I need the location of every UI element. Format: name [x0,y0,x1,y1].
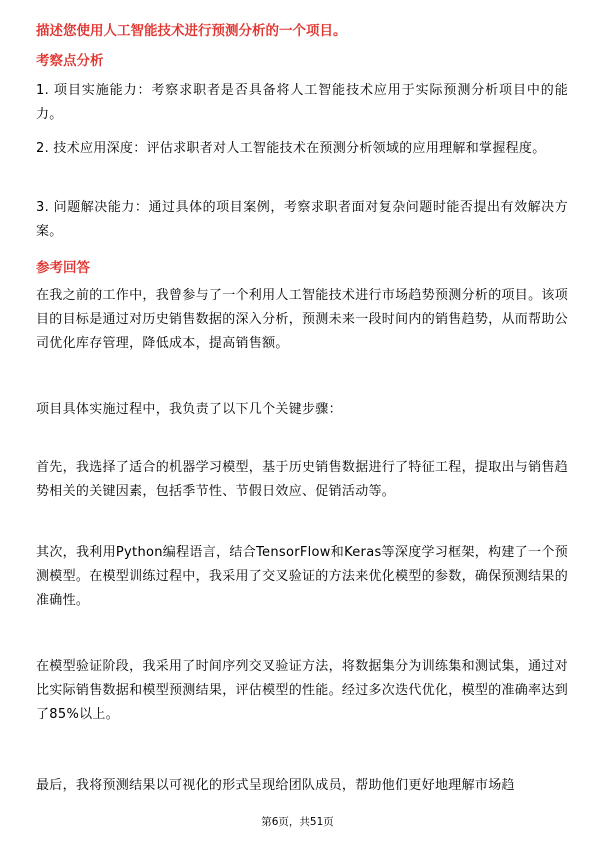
analysis-heading: 考察点分析 [36,53,104,69]
question-title: 描述您使用人工智能技术进行预测分析的一个项目。 [36,23,347,39]
analysis-point: 1. 项目实施能力：考察求职者是否具备将人工智能技术应用于实际预测分析项目中的能力。 [36,83,568,122]
answer-paragraph: 在模型验证阶段，我采用了时间序列交叉验证方法，将数据集分为训练集和测试集，通过对比实际销售数据和模型预测结果，评估模型的性能。经过多次迭代优化，模型的准确率达到了85%以上。 [36,659,569,722]
answer-paragraph: 在我之前的工作中，我曾参与了一个利用人工智能技术进行市场趋势预测分析的项目。该项目的目标是通过对历史销售数据的深入分析，预测未来一段时间内的销售趋势，从而帮助公司优化库存管理，降低成本，提高销售额。 [36,288,569,351]
analysis-point: 2. 技术应用深度：评估求职者对人工智能技术在预测分析领域的应用理解和掌握程度。 [36,141,546,156]
answer-heading: 参考回答 [36,260,90,276]
page-number: 第6页，共51页 [261,816,334,828]
answer-paragraph: 项目具体实施过程中，我负责了以下几个关键步骤： [36,402,342,417]
answer-paragraph: 最后，我将预测结果以可视化的形式呈现给团队成员，帮助他们更好地理解市场趋 [36,778,515,793]
analysis-point: 3. 问题解决能力：通过具体的项目案例，考察求职者面对复杂问题时能否提出有效解决方案。 [36,200,568,239]
answer-paragraph: 首先，我选择了适合的机器学习模型，基于历史销售数据进行了特征工程，提取出与销售趋势相关的关键因素，包括季节性、节假日效应、促销活动等。 [36,460,569,499]
answer-paragraph: 其次，我利用Python编程语言，结合TensorFlow和Keras等深度学习框架，构建了一个预测模型。在模型训练过程中，我采用了交叉验证的方法来优化模型的参数，确保预测结果的准确性。 [36,545,569,608]
